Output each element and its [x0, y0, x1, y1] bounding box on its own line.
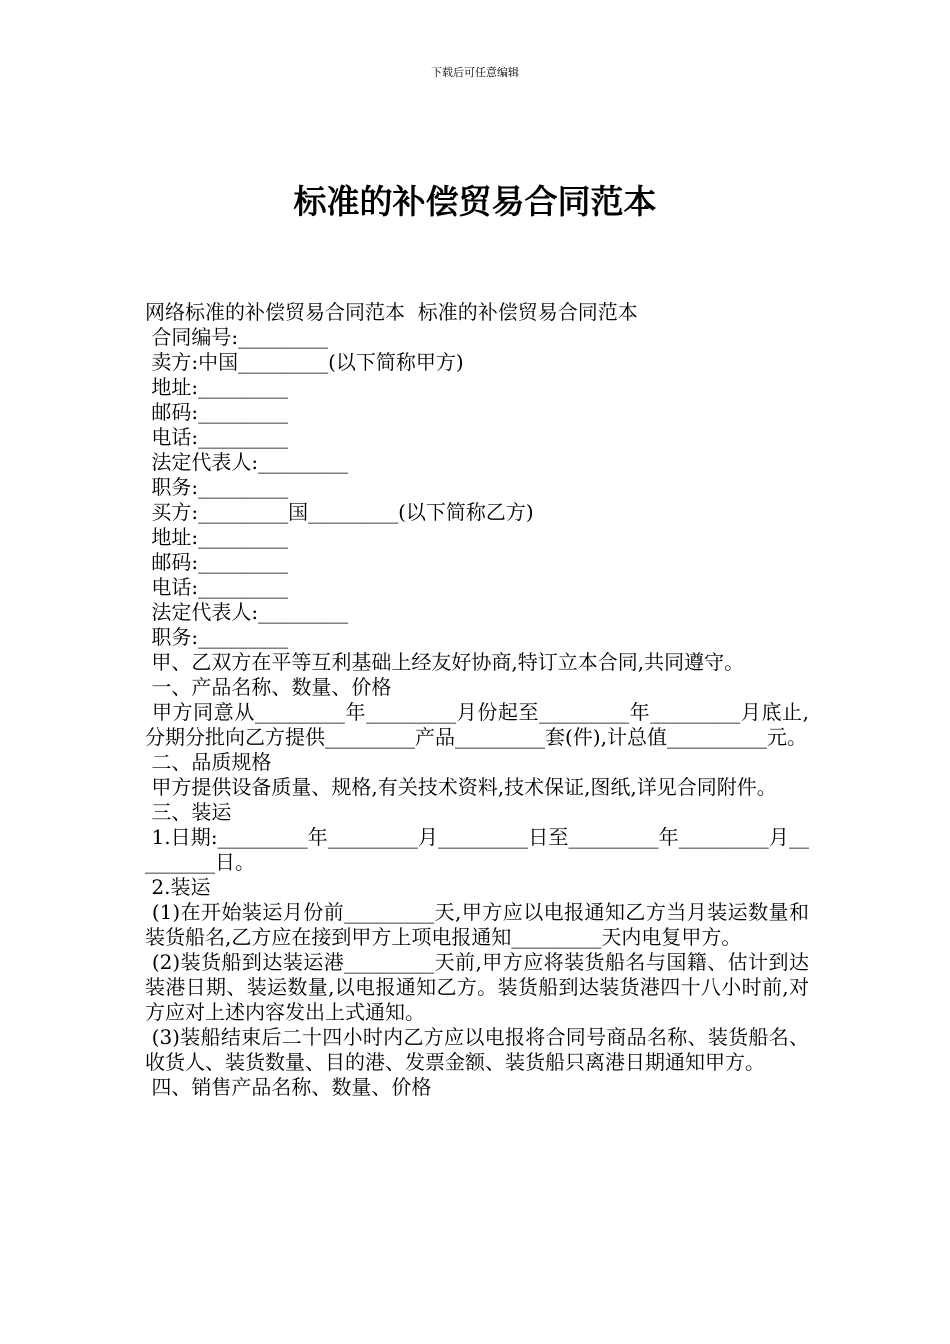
document-body: [145, 300, 809, 1100]
seller-legal-rep-line: 法定代表人:_________: [145, 450, 349, 474]
shipping-date-clause: 1.日期:_________年_________月_________日至_________年_________月_________日。: [145, 825, 809, 874]
seller-position-line: 职务:_________: [145, 475, 289, 499]
section-1-text: 甲方同意从_________年_________月份起至_________年_________月底止,分期分批向乙方提供_________产品_________套(件),计总值__________元。: [145, 700, 809, 749]
shipping-subheading: 2.装运: [145, 875, 211, 899]
buyer-postcode-line: 邮码:_________: [145, 550, 289, 574]
intro-paragraph: 网络标准的补偿贸易合同范本 标准的补偿贸易合同范本: [145, 300, 638, 324]
buyer-address-line: 地址:_________: [145, 525, 289, 549]
document-title: 标准的补偿贸易合同范本: [293, 182, 657, 221]
page-header-note: 下载后可任意编辑: [431, 66, 519, 79]
shipping-clause-3: (3)装船结束后二十四小时内乙方应以电报将合同号商品名称、装货船名、收货人、装货数量、目的港、发票金额、装货船只离港日期通知甲方。: [145, 1025, 809, 1074]
agreement-preamble: 甲、乙双方在平等互利基础上经友好协商,特订立本合同,共同遵守。: [145, 650, 745, 674]
section-2-text: 甲方提供设备质量、规格,有关技术资料,技术保证,图纸,详见合同附件。: [145, 775, 777, 799]
seller-address-line: 地址:_________: [145, 375, 289, 399]
buyer-legal-rep-line: 法定代表人:_________: [145, 600, 349, 624]
section-heading-3: 三、装运: [145, 800, 232, 824]
seller-line: 卖方:中国_________(以下简称甲方): [145, 350, 464, 374]
seller-phone-line: 电话:_________: [145, 425, 289, 449]
seller-postcode-line: 邮码:_________: [145, 400, 289, 424]
section-heading-1: 一、产品名称、数量、价格: [145, 675, 392, 699]
section-heading-2: 二、品质规格: [145, 750, 272, 774]
contract-number-line: 合同编号:_________: [145, 325, 329, 349]
buyer-line: 买方:_________国_________(以下简称乙方): [145, 500, 534, 524]
shipping-clause-2: (2)装货船到达装运港_________天前,甲方应将装货船名与国籍、估计到达装港日期、装运数量,以电报通知乙方。装货船到达装货港四十八小时前,对方应对上述内容发出上式通知。: [145, 950, 810, 1024]
buyer-position-line: 职务:_________: [145, 625, 289, 649]
buyer-phone-line: 电话:_________: [145, 575, 289, 599]
shipping-clause-1: (1)在开始装运月份前_________天,甲方应以电报通知乙方当月装运数量和装货船名,乙方应在接到甲方上项电报通知_________天内电复甲方。: [145, 900, 810, 949]
section-heading-4: 四、销售产品名称、数量、价格: [145, 1075, 432, 1099]
